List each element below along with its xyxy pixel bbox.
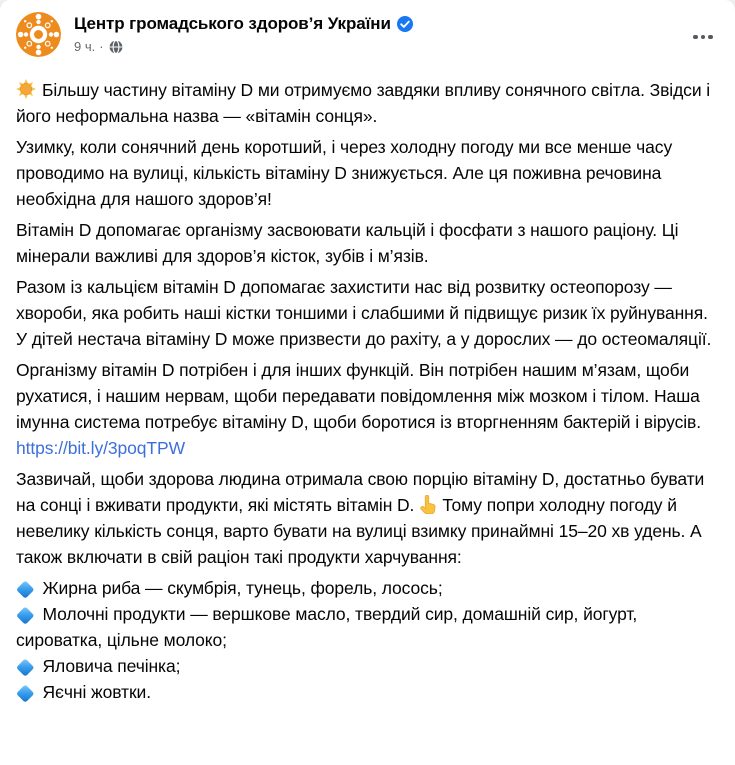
paragraph-6 — [16, 466, 719, 570]
paragraph-2: Узимку, коли сонячний день коротший, і через холодну погоду ми все менше часу проводимо на вулиці, кількість вітаміну D знижується. Але ця поживна речовина необхідна для нашого здоров’я! — [16, 137, 673, 209]
sun-emoji-icon — [16, 79, 36, 99]
paragraph-1-text: Більшу частину вітаміну D ми отримуємо завдяки впливу сонячного світла. Звідси і його неформальна назва — «вітамін сонця». — [16, 80, 711, 126]
paragraph-5-text: Організму вітамін D потрібен і для інших функцій. Він потрібен нашим м’язам, щоби рухатися, і нашим нервам, щоби передавати повідомлення між мозком і тілом. Наша імунна система потребує вітаміну D, щоби боротися із вторгненням бактерій і вірусів. — [16, 360, 702, 432]
phc-logo-icon — [16, 12, 61, 57]
blue-diamond-icon — [16, 658, 34, 676]
post-link[interactable]: https://bit.ly/3poqTPW — [16, 438, 185, 458]
verified-badge-icon — [397, 16, 413, 32]
ellipsis-icon — [693, 35, 698, 40]
blue-diamond-icon — [16, 606, 34, 624]
bullet-item — [16, 601, 719, 653]
bullet-4-text: Яєчні жовтки. — [42, 682, 151, 702]
blue-diamond-icon — [16, 684, 34, 702]
bullet-item — [16, 679, 719, 705]
blue-diamond-icon — [16, 580, 34, 598]
meta-separator: · — [99, 39, 104, 54]
bullet-1-text: Жирна риба — скумбрія, тунець, форель, лосось; — [42, 578, 443, 598]
paragraph-6-before: Зазвичай, щоби здорова людина отримала свою порцію вітаміну D, достатньо бувати на сонці і вживати продукти, які містять вітамін D. — [16, 469, 705, 515]
globe-icon — [109, 40, 123, 54]
post-header — [0, 0, 735, 57]
page-avatar[interactable] — [16, 12, 61, 57]
bullet-3-text: Яловича печінка; — [42, 656, 181, 676]
timestamp[interactable]: 9 ч. — [74, 39, 96, 54]
paragraph-5 — [16, 357, 719, 461]
post-options-button[interactable] — [689, 27, 717, 47]
bullet-item — [16, 575, 719, 601]
index-pointing-up-icon — [420, 495, 436, 514]
header-meta — [74, 12, 413, 55]
paragraph-1 — [16, 77, 719, 129]
post-meta-row — [74, 38, 413, 55]
paragraph-4: Разом із кальцієм вітамін D допомагає захистити нас від розвитку остеопорозу — хвороби, яка робить наші кістки тоншими і слабшими й підвищує ризик їх руйнування. У дітей нестача вітаміну D може призвести до рахіту, а у дорослих — до остеомаляції. — [16, 277, 712, 349]
page-name[interactable]: Центр громадського здоров’я України — [74, 14, 391, 33]
bullet-2-text: Молочні продукти — вершкове масло, твердий сир, домашній сир, йогурт, сироватка, цільне молоко; — [16, 604, 638, 650]
bullet-item — [16, 653, 719, 679]
paragraph-3: Вітамін D допомагає організму засвоювати кальцій і фосфати з нашого раціону. Ці мінерали важливі для здоров’я кісток, зубів і м’язів. — [16, 220, 679, 266]
paragraph-6-after: Тому попри холодну погоду й невелику кількість сонця, варто бувати на вулиці взимку принаймні 15–20 хв удень. А також включати в свій раціон такі продукти харчування: — [16, 495, 702, 567]
post-body — [0, 57, 735, 705]
